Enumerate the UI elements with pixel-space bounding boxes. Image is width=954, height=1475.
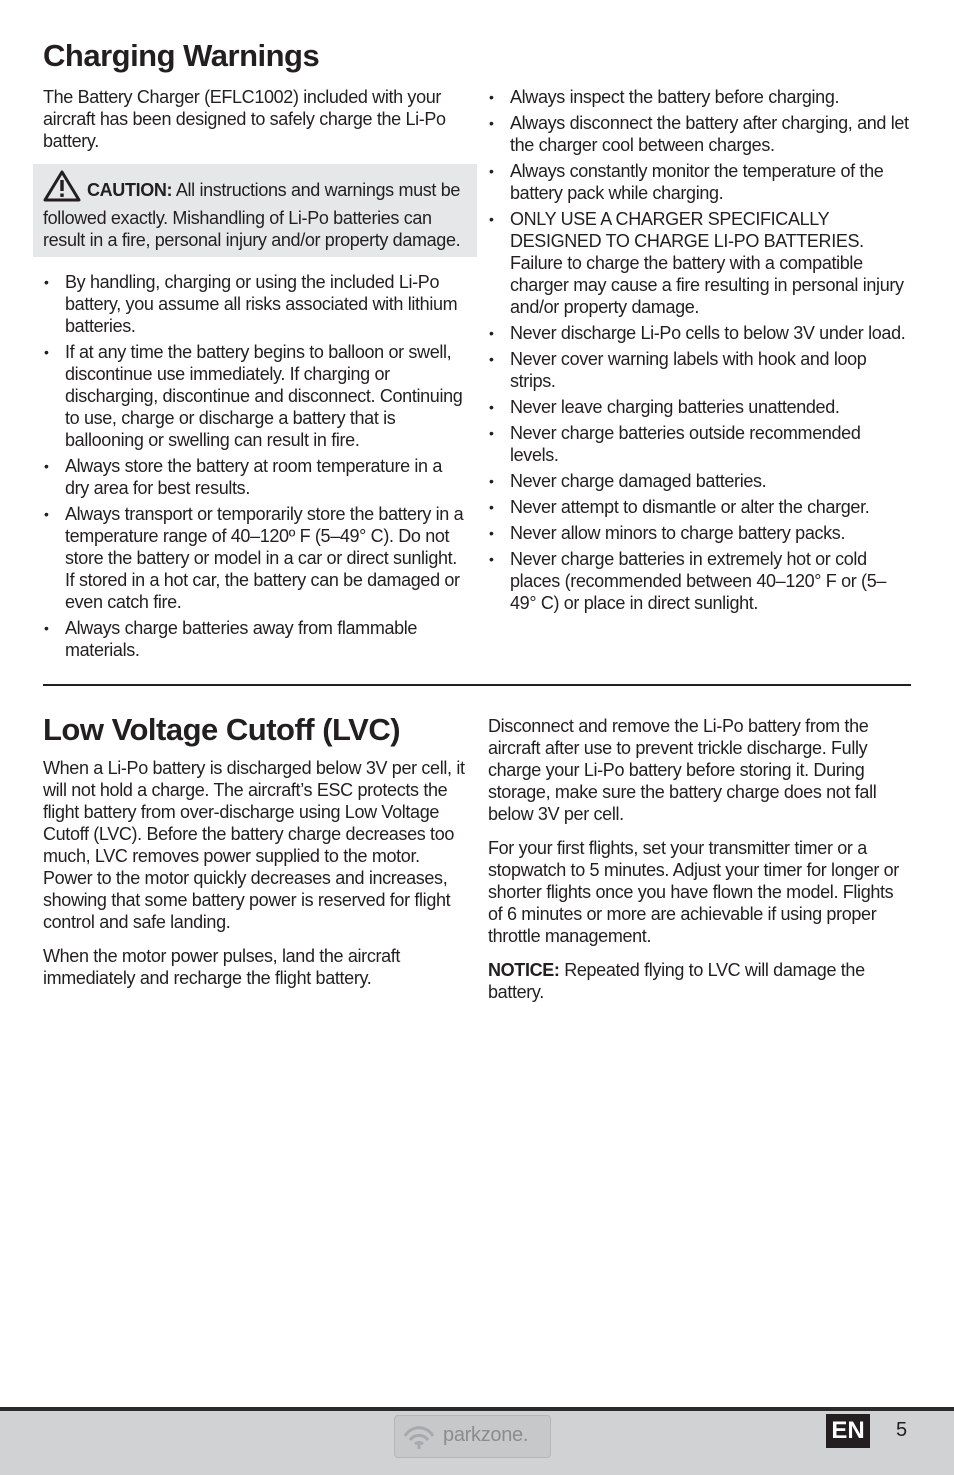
lvc-title: Low Voltage Cutoff (LVC) xyxy=(43,712,401,747)
notice-paragraph xyxy=(488,959,912,1003)
list-item: • Never charge batteries outside recommended levels. xyxy=(488,422,912,466)
notice-text: Repeated flying to LVC will damage the battery. xyxy=(488,960,865,1002)
lvc-right-column xyxy=(488,715,912,1015)
list-item: • Never cover warning labels with hook and loop strips. xyxy=(488,348,912,392)
section-divider xyxy=(43,684,911,686)
list-item: • Never attempt to dismantle or alter the charger. xyxy=(488,496,912,518)
charging-right-column xyxy=(488,86,912,618)
lvc-paragraph: When a Li-Po battery is discharged below 3V per cell, it will not hold a charge. The aircraft’s ESC protects the flight battery from over-discharge using Low Voltage Cutoff (LVC). Before the battery charge decreases too much, LVC removes power supplied to the motor. Power to the motor quickly decreases and increases, showing that some battery power is reserved for flight control and safe landing. xyxy=(43,758,465,932)
notice-label: NOTICE: xyxy=(488,960,560,980)
list-item: • Always inspect the battery before charging. xyxy=(488,86,912,108)
list-item: • By handling, charging or using the included Li-Po battery, you assume all risks associated with lithium batteries. xyxy=(43,271,467,337)
caution-label: CAUTION: xyxy=(87,180,173,200)
caution-box xyxy=(33,164,477,257)
parkzone-logo-text: parkzone. xyxy=(443,1424,529,1446)
list-item: • Never charge batteries in extremely hot or cold places (recommended between 40–120° F or (5–49° C) or place in direct sunlight. xyxy=(488,548,912,614)
lvc-paragraph: Disconnect and remove the Li-Po battery from the aircraft after use to prevent trickle discharge. Fully charge your Li-Po battery before storing it. During storage, make sure the battery charge does not fall below 3V per cell. xyxy=(488,716,877,824)
lvc-paragraph: For your first flights, set your transmitter timer or a stopwatch to 5 minutes. Adjust your timer for longer or shorter flights once you have flown the model. Flights of 6 minutes or more are achievable if using proper throttle management. xyxy=(488,838,899,946)
list-item: • Never allow minors to charge battery packs. xyxy=(488,522,912,544)
charging-left-column xyxy=(43,86,467,665)
list-item: • Always transport or temporarily store the battery in a temperature range of 40–120º F (5–49° C). Do not store the battery or model in a car or direct sunlight. If stored in a hot car, the battery can be damaged or even catch fire. xyxy=(43,503,467,613)
charging-left-bullets xyxy=(43,271,467,661)
list-item: • Never charge damaged batteries. xyxy=(488,470,912,492)
list-item: • Always store the battery at room temperature in a dry area for best results. xyxy=(43,455,467,499)
list-item: • Always constantly monitor the temperature of the battery pack while charging. xyxy=(488,160,912,204)
list-item: • If at any time the battery begins to balloon or swell, discontinue use immediately. If charging or discharging, discontinue and disconnect. Continuing to use, charge or discharge a battery that is ballooning or swelling can result in fire. xyxy=(43,341,467,451)
warning-triangle-icon xyxy=(43,170,81,207)
list-item: • Always disconnect the battery after charging, and let the charger cool between charges. xyxy=(488,112,912,156)
footer-top-rule xyxy=(0,1407,954,1411)
lvc-paragraph: When the motor power pulses, land the aircraft immediately and recharge the flight battery. xyxy=(43,946,401,988)
list-item: • Never leave charging batteries unattended. xyxy=(488,396,912,418)
charging-warnings-title: Charging Warnings xyxy=(43,38,320,73)
list-item: • ONLY USE A CHARGER SPECIFICALLY DESIGNED TO CHARGE LI-PO BATTERIES. Failure to charge the battery with a compatible charger may cause a fire resulting in personal injury and/or property damage. xyxy=(488,208,912,318)
parkzone-logo xyxy=(394,1415,551,1458)
charging-intro: The Battery Charger (EFLC1002) included with your aircraft has been designed to safely charge the Li-Po battery. xyxy=(43,87,446,151)
list-item: • Never discharge Li-Po cells to below 3V under load. xyxy=(488,322,912,344)
caution-text: All instructions and warnings must be followed exactly. Mishandling of Li-Po batteries can result in a fire, personal injury and/or property damage. xyxy=(43,180,461,250)
list-item: • Always charge batteries away from flammable materials. xyxy=(43,617,467,661)
lvc-left-column xyxy=(43,757,467,1001)
page-number: 5 xyxy=(896,1419,908,1441)
parkzone-logo-icon xyxy=(401,1422,437,1455)
language-badge: EN xyxy=(826,1414,870,1448)
charging-right-bullets xyxy=(488,86,912,614)
